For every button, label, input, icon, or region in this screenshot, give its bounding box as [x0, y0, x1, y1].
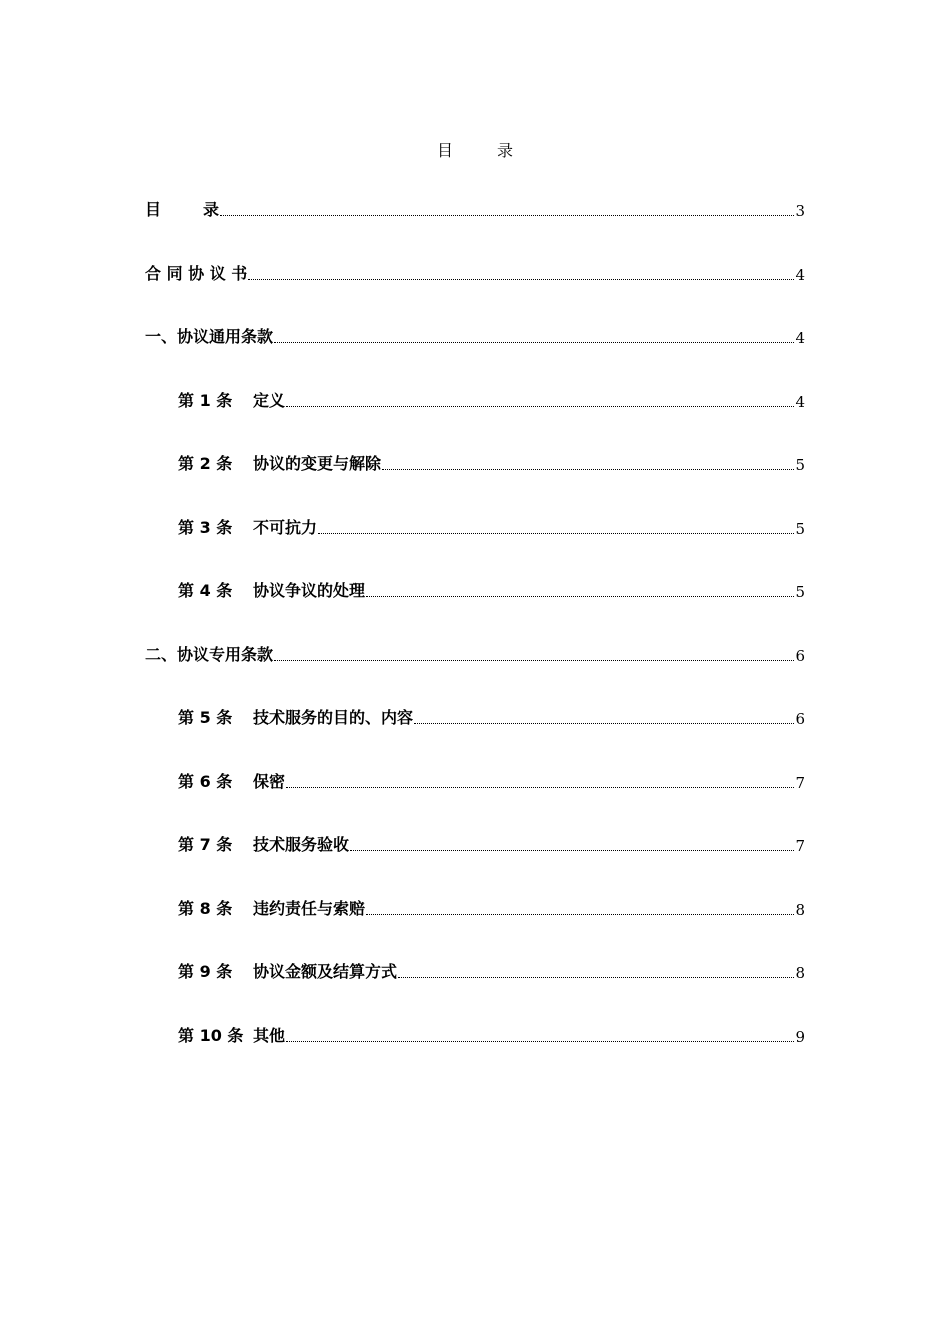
toc-entry-label: 不可抗力 — [253, 518, 318, 537]
toc-entry-article-7[interactable] — [178, 833, 805, 855]
toc-entry-article-8[interactable] — [178, 897, 805, 919]
toc-entry-label: 合 同 协 议 书 — [145, 264, 248, 283]
toc-entry-article-9[interactable] — [178, 960, 805, 982]
dot-leader — [220, 215, 794, 216]
page-title-left: 目 — [436, 141, 453, 160]
toc-entry-page: 6 — [795, 710, 805, 728]
toc-entry-article-6[interactable] — [178, 770, 805, 792]
dot-leader — [274, 342, 794, 343]
toc-entry-page: 5 — [795, 456, 805, 474]
toc-entry-page: 7 — [795, 837, 805, 855]
dot-leader — [318, 533, 794, 534]
toc-entry-page: 3 — [795, 202, 805, 220]
toc-entry-label: 一、协议通用条款 — [145, 327, 274, 346]
toc-entry-article-1[interactable] — [178, 389, 805, 411]
toc-entry-page: 6 — [795, 647, 805, 665]
dot-leader — [286, 1041, 794, 1042]
toc-entry-number: 第 9 条 — [178, 962, 233, 981]
toc-entry-special-terms[interactable] — [145, 643, 805, 665]
toc-entry-page: 5 — [795, 583, 805, 601]
toc-entry-label: 协议的变更与解除 — [253, 454, 382, 473]
toc-entry-article-3[interactable] — [178, 516, 805, 538]
dot-leader — [398, 977, 794, 978]
dot-leader — [286, 406, 794, 407]
toc-entry-page: 8 — [795, 901, 805, 919]
toc-entry-label: 其他 — [253, 1026, 286, 1045]
toc-entry-number: 第 8 条 — [178, 899, 233, 918]
toc-entry-label: 技术服务验收 — [253, 835, 350, 854]
toc-entry-page: 4 — [795, 393, 805, 411]
toc-entry-number: 第 4 条 — [178, 581, 233, 600]
toc-entry-label: 保密 — [253, 772, 286, 791]
dot-leader — [350, 850, 794, 851]
toc-entry-label: 协议金额及结算方式 — [253, 962, 398, 981]
toc-entry-number: 第 7 条 — [178, 835, 233, 854]
toc-entry-article-2[interactable] — [178, 452, 805, 474]
toc-entry-general-terms[interactable] — [145, 325, 805, 347]
toc-entry-number: 第 10 条 — [178, 1026, 244, 1045]
toc-entry-label: 定义 — [253, 391, 286, 410]
dot-leader — [286, 787, 794, 788]
toc-entry-page: 8 — [795, 964, 805, 982]
toc-entry-label-left: 目 — [145, 200, 162, 219]
toc-entry-number: 第 1 条 — [178, 391, 233, 410]
toc-entry-page: 4 — [795, 266, 805, 284]
dot-leader — [382, 469, 794, 470]
toc-entry-number: 第 5 条 — [178, 708, 233, 727]
dot-leader — [248, 279, 794, 280]
dot-leader — [414, 723, 794, 724]
toc-entry-article-4[interactable] — [178, 579, 805, 601]
toc-entry-agreement[interactable] — [145, 262, 805, 284]
toc-entry-label: 技术服务的目的、内容 — [253, 708, 414, 727]
toc-entry-page: 5 — [795, 520, 805, 538]
toc-entry-contents[interactable] — [145, 198, 805, 220]
toc-entry-number: 第 6 条 — [178, 772, 233, 791]
toc-entry-label-right: 录 — [203, 200, 220, 219]
toc-entry-number: 第 3 条 — [178, 518, 233, 537]
toc-entry-page: 4 — [795, 329, 805, 347]
dot-leader — [274, 660, 794, 661]
toc-entry-page: 9 — [795, 1028, 805, 1046]
toc-entry-label: 协议争议的处理 — [253, 581, 366, 600]
page-title-right: 录 — [497, 141, 514, 160]
toc-entry-label: 二、协议专用条款 — [145, 645, 274, 664]
dot-leader — [366, 596, 794, 597]
toc-entry-article-10[interactable] — [178, 1024, 805, 1046]
toc-entry-label: 违约责任与索赔 — [253, 899, 366, 918]
toc-entry-number: 第 2 条 — [178, 454, 233, 473]
toc-entry-page: 7 — [795, 774, 805, 792]
dot-leader — [366, 914, 794, 915]
toc-entry-article-5[interactable] — [178, 706, 805, 728]
